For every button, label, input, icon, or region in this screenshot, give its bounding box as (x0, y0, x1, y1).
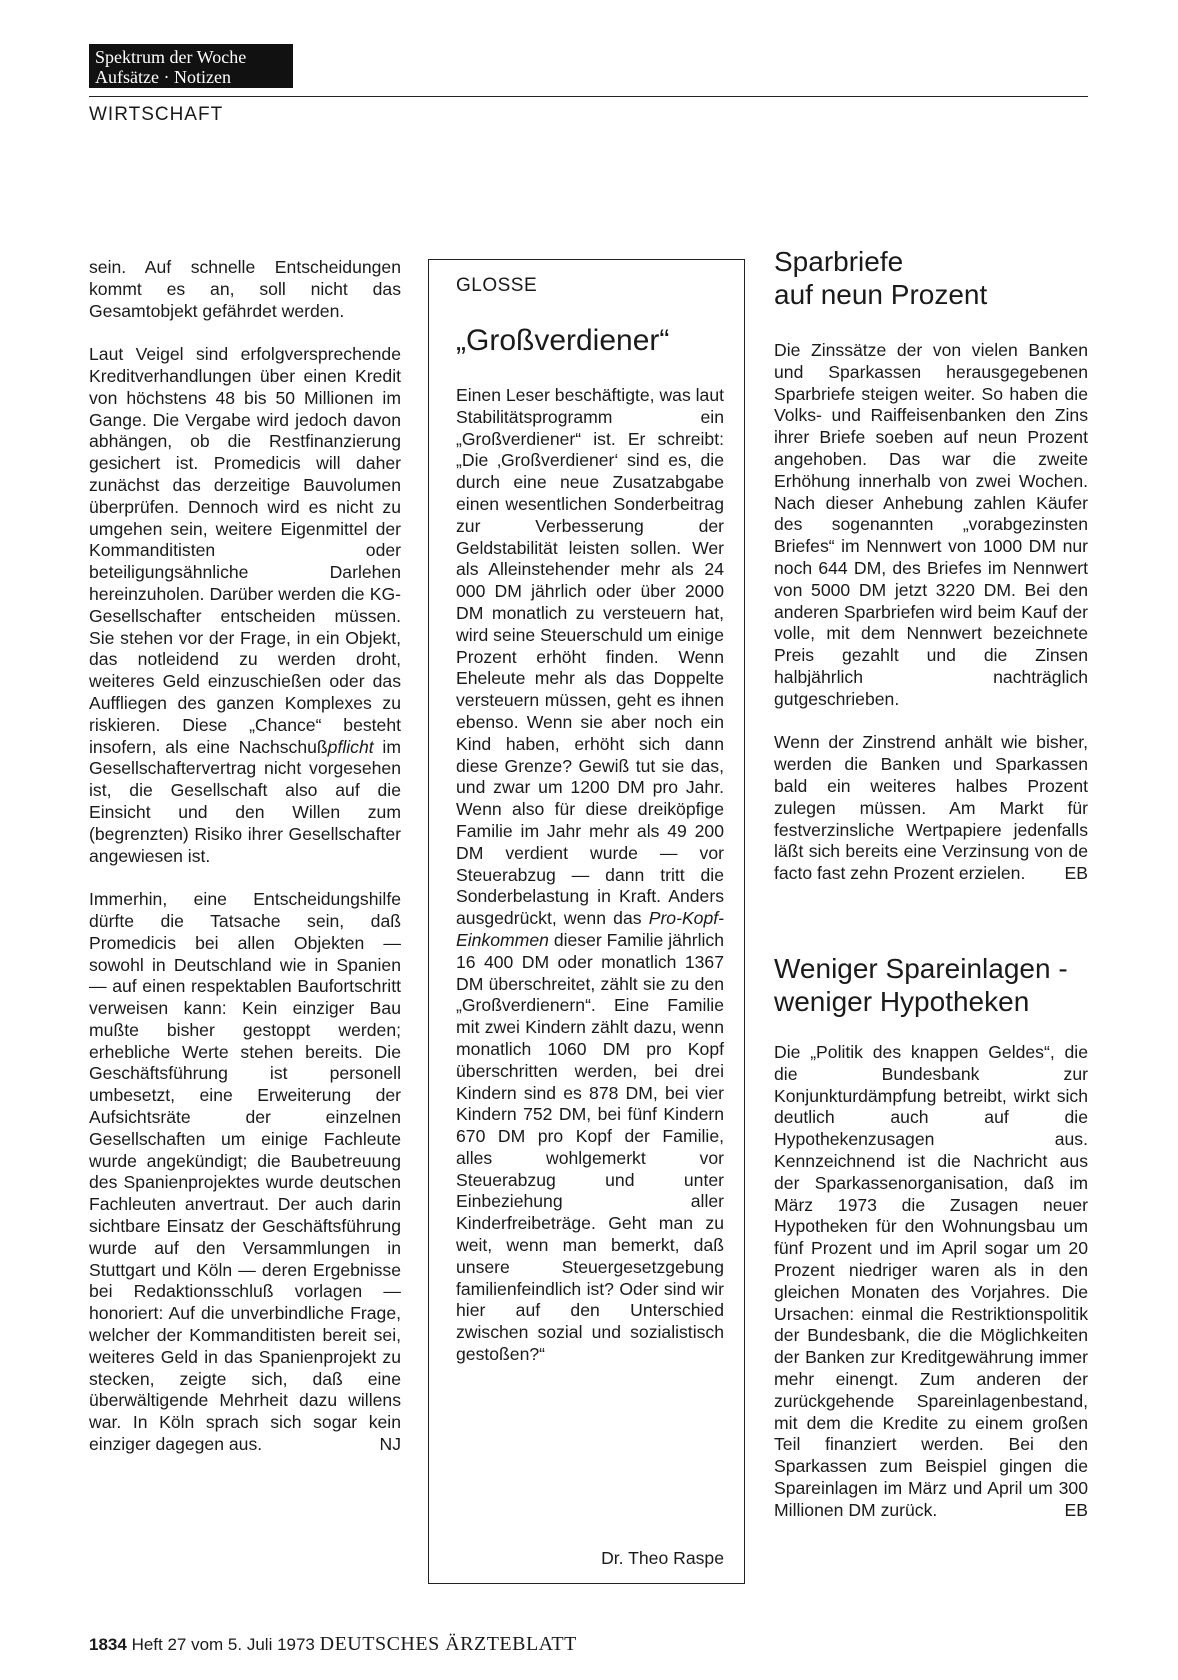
sparbriefe-signature: EB (1064, 863, 1088, 884)
spareinlagen-text: Die „Politik des knappen Geldes“, die die Bundesbank zur Konjunkturdämpfung betreibt, wirkt sich deutlich auch auf die Hypothekenzusagen aus. Kennzeichnend ist die Nachricht aus der Sparkassenorganisation, daß im März 1973 die Zusagen neuer Hypotheken für den Wohnungsbau um fünf Prozent und im April sogar um 20 Prozent niedriger waren als in den gleichen Monaten des Vorjahres. Die Ursachen: einmal die Restriktionspolitik der Bundesbank, die die Möglichkeiten der Banken zur Kreditgewährung immer mehr einengt. Zum anderen der zurückgehende Spareinlagenbestand, mit dem die Kredite zu einem großen Teil finanziert werden. Bei den Sparkassen zum Beispiel gingen die Spareinlagen im März und April um 300 Millionen DM zurück. (774, 1042, 1088, 1520)
spareinlagen-body (774, 1042, 1088, 1543)
sparbriefe-paragraph-1: Die Zinssätze der von vielen Banken und Sparkassen herausgegebenen Sparbriefe steigen weiter. So haben die Volks- und Raiffeisenbanken den Zins ihrer Briefe soeben auf neun Prozent angehoben. Das war die zweite Erhöhung innerhalb von zwei Wochen. Nach dieser Anhebung zahlen Käufer des sogenannten „vorabgezinsten Briefes“ im Nennwert von 1000 DM nur noch 644 DM, des Briefes im Nennwert von 5000 DM jetzt 3220 DM. Bei den anderen Sparbriefen wird beim Kauf der volle, mit dem Nennwert bezeichnete Preis gezahlt und die Zinsen halbjährlich nachträglich gutgeschrieben. (774, 340, 1088, 709)
glosse-text-b: dieser Familie jährlich 16 400 DM oder monatlich 1367 DM überschreitet, zählt sie zu den „Großverdienern“. Eine Familie mit zwei Kindern zählt dazu, wenn monatlich 1060 DM pro Kopf überschritten werden, bei drei Kindern sind es 878 DM, bei vier Kindern 752 DM, bei fünf Kindern 670 DM pro Kopf der Familie, alles wohlgemerkt vor Steuerabzug und unter Einbeziehung aller Kinderfreibeträge. Geht man zu weit, wenn man bemerkt, daß unsere Steuergesetzgebung familienfeindlich ist? Oder sind wir hier auf den Unterschied zwischen sozial und sozialistisch gestoßen?“ (456, 929, 724, 1365)
spareinlagen-signature: EB (1064, 1499, 1088, 1520)
glosse-body (456, 385, 724, 1388)
col1-signature: NJ (379, 1434, 401, 1455)
glosse-text-a: Einen Leser beschäftigte, was laut Stabilitätsprogramm ein „Großverdiener“ ist. Er schreibt: „Die ‚Großverdiener‘ sind es, die durch eine neue Zusatzabgabe einen wesentlichen Sonderbeitrag zur Verbesserung der Geldstabilität leisten sollen. Wer als Alleinstehender mehr als 24 000 DM jährlich oder über 2000 DM monatlich zu versteuern hat, wird seine Steuerschuld um einige Prozent erhöht finden. Wenn Eheleute mehr als das Doppelte versteuern müssen, geht es ihnen ebenso. Wenn sie aber noch ein Kind haben, erhöht sich dann diese Grenze? Gewiß tut sie das, und zwar um 1200 DM pro Jahr. Wenn also für diese dreiköpfige Familie im Jahr mehr als 49 200 DM verdient wurde — vor Steuerabzug — dann tritt die Sonderbelastung in Kraft. Anders ausgedrückt, wenn das (456, 385, 724, 929)
top-rule (89, 96, 1088, 97)
col1-paragraph-1: sein. Auf schnelle Entscheidungen kommt es an, soll nicht das Gesamtobjekt gefährdet werden. (89, 257, 401, 321)
page-footer (89, 1633, 577, 1656)
header-line2: Aufsätze · Notizen (95, 67, 231, 87)
header-box (89, 44, 293, 88)
glosse-author: Dr. Theo Raspe (601, 1548, 724, 1568)
header-line1: Spektrum der Woche (95, 47, 247, 67)
column-1 (89, 257, 401, 1478)
page-number: 1834 (89, 1635, 127, 1654)
sparbriefe-title (774, 245, 987, 311)
issue-info: Heft 27 vom 5. Juli 1973 (131, 1635, 315, 1654)
col1-paragraph-3 (89, 889, 401, 1456)
sparbriefe-body (774, 340, 1088, 907)
sparbriefe-title-line2: auf neun Prozent (774, 279, 988, 310)
sparbriefe-paragraph-2 (774, 732, 1088, 885)
glosse-paragraph (456, 385, 724, 1366)
spareinlagen-title-line1: Weniger Spareinlagen - (774, 953, 1068, 984)
spareinlagen-title-line2: weniger Hypotheken (774, 986, 1030, 1017)
glosse-title: „Großverdiener“ (456, 324, 670, 357)
col1-p3-text: Immerhin, eine Entscheidungshilfe dürfte die Tatsache sein, daß Promedicis bei allen Objekten — sowohl in Deutschland wie in Spanien — auf einen respektablen Baufortschritt verweisen kann: Kein einziger Bau mußte bisher gestoppt werden; erhebliche Werte stehen bereits. Die Geschäftsführung ist personell umbesetzt, eine Erweiterung der Aufsichtsräte der einzelnen Gesellschaften um einige Fachleute wurde angekündigt; die Baubetreuung des Spanienprojektes wurde deutschen Fachleuten anvertraut. Der auch darin sichtbare Einsatz der Geschäftsführung wurde auf den Versammlungen in Stuttgart und Köln — deren Ergebnisse bei Redaktionsschluß vorlagen — honoriert: Auf die unverbindliche Frage, welcher der Kommanditisten bereit sei, weiteres Geld in das Spanienprojekt zu stecken, zeigte sich, daß eine überwältigende Mehrheit dazu willens war. In Köln sprach sich sogar kein einziger dagegen aus. (89, 889, 401, 1455)
col1-p2-text-a: Laut Veigel sind erfolgversprechende Kreditverhandlungen über einen Kredit von höchstens 48 bis 50 Millionen im Gange. Die Vergabe wird jedoch davon abhängen, ob die Restfinanzierung gesichert ist. Promedicis will daher zunächst das derzeitige Bauvolumen überprüfen. Dennoch wird es nicht zu umgehen sein, weitere Eigenmittel der Kommanditisten oder beteiligungsähnliche Darlehen hereinzuholen. Darüber werden die KG-Gesellschafter entscheiden müssen. Sie stehen vor der Frage, in ein Objekt, das notleidend zu werden droht, weiteres Geld einzuschießen oder das Auffliegen des ganzen Komplexes zu riskieren. Diese „Chance“ besteht insofern, als eine Nachschuß (89, 344, 401, 757)
glosse-kicker: GLOSSE (456, 275, 538, 296)
col1-paragraph-2 (89, 344, 401, 867)
magazine-name: DEUTSCHES ÄRZTEBLATT (319, 1633, 577, 1655)
col1-p2-text-b: im Gesellschaftervertrag nicht vorgesehen ist, die Gesellschaft also auf die Einsicht und den Willen zum (begrenzten) Risiko ihrer Gesellschafter angewiesen ist. (89, 736, 401, 866)
sparbriefe-title-line1: Sparbriefe (774, 246, 904, 277)
col1-p2-emphasis: pflicht (327, 736, 374, 757)
spareinlagen-title (774, 952, 1068, 1018)
spareinlagen-paragraph (774, 1042, 1088, 1522)
sparbriefe-p2-text: Wenn der Zinstrend anhält wie bisher, werden die Banken und Sparkassen bald ein weiteres halbes Prozent zulegen müssen. Am Markt für festverzinsliche Wertpapiere jedenfalls läßt sich bereits eine Verzinsung von de facto fast zehn Prozent erzielen. (774, 732, 1088, 884)
section-title: WIRTSCHAFT (89, 104, 224, 125)
glosse-emphasis: Pro-Kopf-Einkommen (456, 908, 724, 950)
